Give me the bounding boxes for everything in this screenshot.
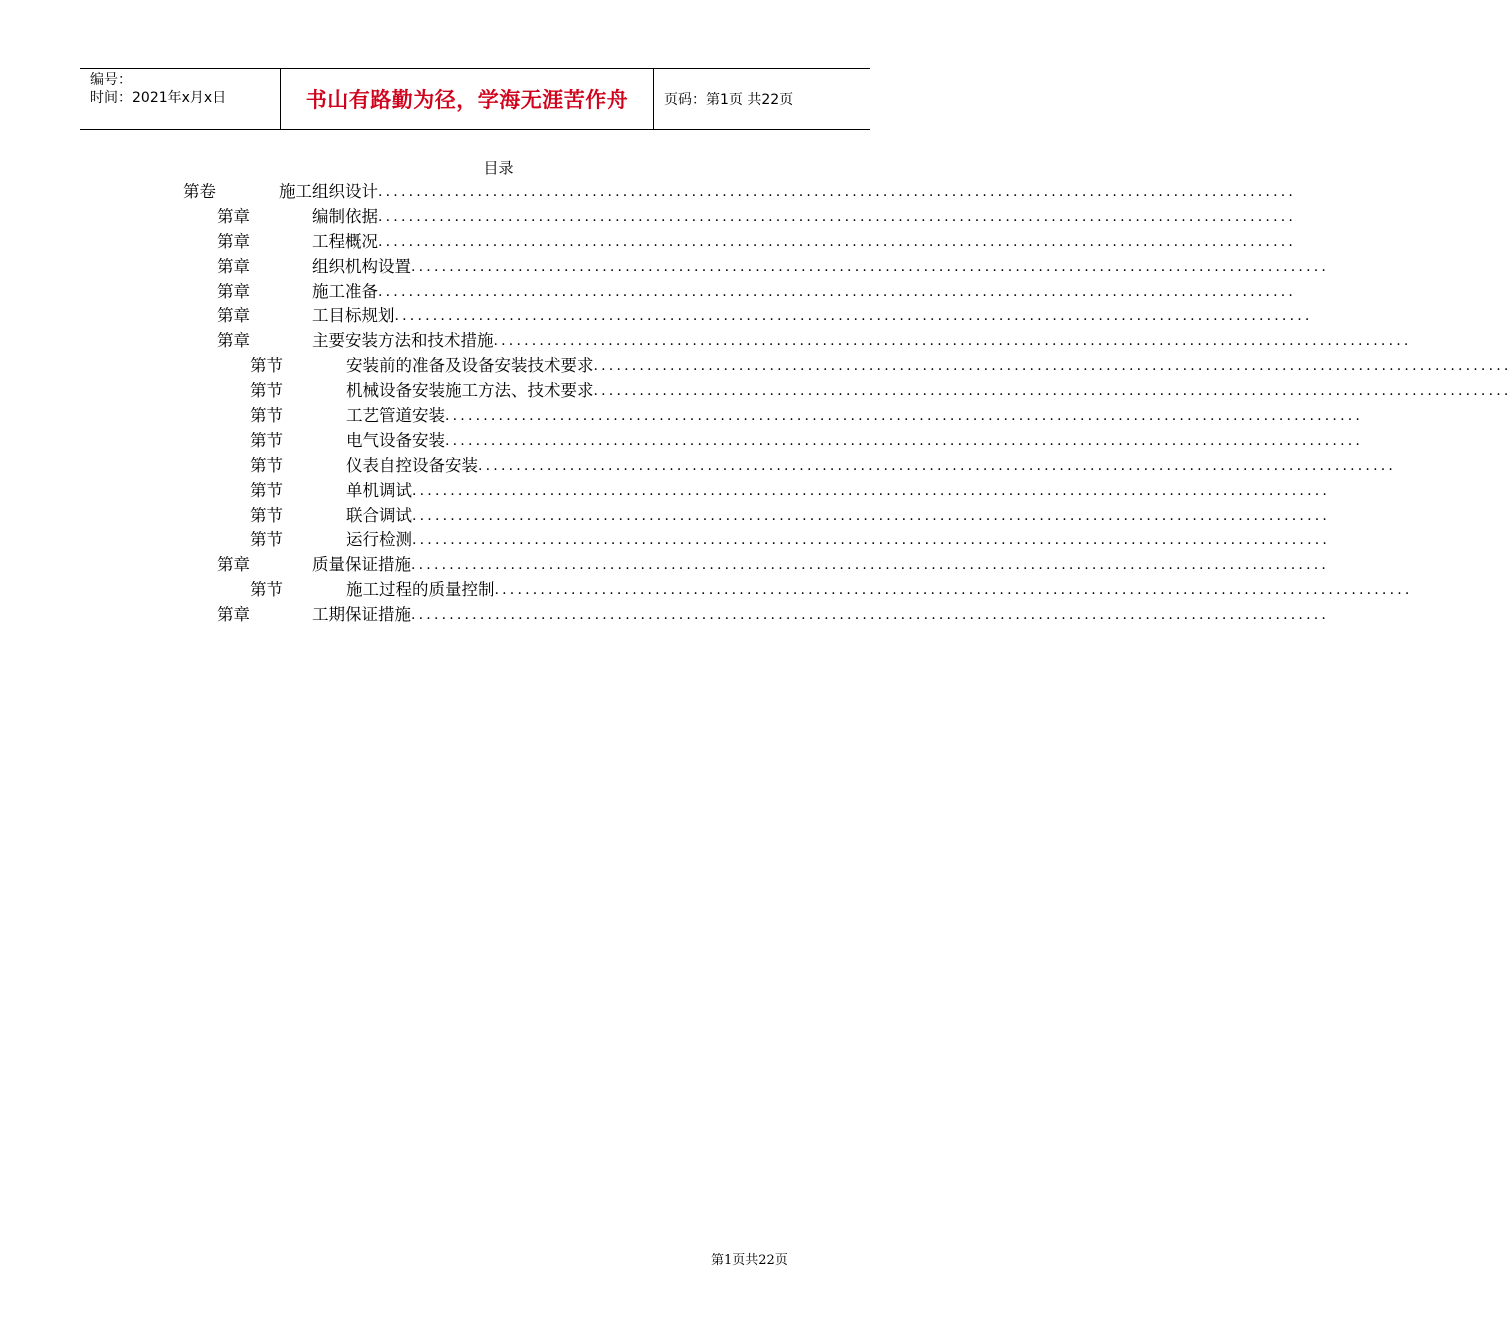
toc-dot-leader: ........................................................................................................................ bbox=[593, 383, 1512, 400]
toc-entry[interactable] bbox=[0, 578, 1413, 603]
toc-dot-leader: ........................................................................................................................ bbox=[378, 283, 1297, 300]
toc-entry[interactable] bbox=[0, 429, 1364, 454]
toc-title: 目录 bbox=[483, 159, 514, 177]
toc-entry-label: 第节 bbox=[250, 455, 283, 475]
toc-entry-title: 工艺管道安装 bbox=[346, 406, 445, 426]
toc-entry[interactable] bbox=[0, 479, 1331, 504]
toc-entry[interactable] bbox=[0, 255, 1330, 280]
toc-entry-line bbox=[312, 553, 1330, 578]
toc-entry-label: 第章 bbox=[217, 605, 250, 625]
toc-dot-leader: ........................................................................................................................ bbox=[412, 532, 1331, 549]
toc-entry-title: 工程概况 bbox=[312, 231, 378, 251]
toc-entry-line bbox=[346, 479, 1331, 504]
toc-dot-leader: ........................................................................................................................ bbox=[411, 607, 1330, 624]
toc-entry-label: 第章 bbox=[217, 555, 250, 575]
toc-entry-line bbox=[346, 379, 1512, 404]
toc-entry-title: 主要安装方法和技术措施 bbox=[312, 331, 494, 351]
toc-dot-leader: ........................................................................................................................ bbox=[493, 333, 1412, 350]
toc-entry[interactable] bbox=[0, 230, 1297, 255]
toc-entry-line bbox=[346, 578, 1413, 603]
toc-entry-label: 第节 bbox=[250, 406, 283, 426]
toc-entry-line bbox=[312, 304, 1313, 329]
toc-entry-label: 第节 bbox=[250, 356, 283, 376]
toc-entry-label: 第节 bbox=[250, 530, 283, 550]
toc-dot-leader: ........................................................................................................................ bbox=[445, 408, 1364, 425]
toc-entry[interactable] bbox=[0, 504, 1331, 529]
toc-entry-label: 第节 bbox=[250, 381, 283, 401]
toc-entry-title: 施工准备 bbox=[312, 281, 378, 301]
header-page-info: 页码：第1页 共22页 bbox=[664, 92, 794, 108]
toc-entry-line bbox=[346, 354, 1512, 379]
toc-entry-title: 组织机构设置 bbox=[312, 256, 411, 276]
toc-entry-title: 联合调试 bbox=[346, 505, 412, 525]
toc-entry-line bbox=[346, 504, 1331, 529]
toc-dot-leader: ........................................................................................................................ bbox=[411, 557, 1330, 574]
toc-entry[interactable] bbox=[0, 329, 1412, 354]
toc-entry[interactable] bbox=[0, 603, 1330, 628]
toc-dot-leader: ........................................................................................................................ bbox=[411, 258, 1330, 275]
toc-entry[interactable] bbox=[0, 528, 1331, 553]
toc-entry-line bbox=[346, 454, 1397, 479]
toc-entry-line bbox=[346, 429, 1364, 454]
toc-entry-line bbox=[312, 230, 1297, 255]
toc-dot-leader: ........................................................................................................................ bbox=[378, 208, 1297, 225]
toc-entry-line bbox=[312, 329, 1412, 354]
toc-entry-label: 第节 bbox=[250, 505, 283, 525]
toc-dot-leader: ........................................................................................................................ bbox=[394, 308, 1313, 325]
toc-entry-line bbox=[346, 528, 1331, 553]
toc-entry-label: 第章 bbox=[217, 331, 250, 351]
toc-entry-title: 机械设备安装施工方法、技术要求 bbox=[346, 381, 594, 401]
header-motto: 书山有路勤为径，学海无涯苦作舟 bbox=[281, 69, 654, 129]
toc-entry-title: 安装前的准备及设备安装技术要求 bbox=[346, 356, 594, 376]
toc-entry-label: 第节 bbox=[250, 480, 283, 500]
footer-page-number: 第1页共22页 bbox=[711, 1253, 788, 1268]
document-code-label: 编号： bbox=[90, 72, 132, 88]
toc-dot-leader: ........................................................................................................................ bbox=[412, 507, 1331, 524]
toc-entry-line bbox=[312, 255, 1330, 280]
document-header bbox=[80, 68, 870, 130]
toc-entry-title: 单机调试 bbox=[346, 480, 412, 500]
toc-entry-label: 第节 bbox=[250, 430, 283, 450]
toc-dot-leader: ........................................................................................................................ bbox=[412, 482, 1331, 499]
table-of-contents bbox=[0, 180, 1512, 628]
toc-entry[interactable] bbox=[0, 454, 1397, 479]
toc-entry-title: 施工过程的质量控制 bbox=[346, 580, 495, 600]
toc-entry-label: 第章 bbox=[217, 256, 250, 276]
toc-entry[interactable] bbox=[0, 304, 1313, 329]
toc-entry-label: 第节 bbox=[250, 580, 283, 600]
toc-entry-title: 质量保证措施 bbox=[312, 555, 411, 575]
toc-entry-title: 施工组织设计 bbox=[279, 182, 378, 201]
toc-entry-label: 第卷 bbox=[183, 182, 216, 201]
toc-entry-line bbox=[279, 180, 1297, 205]
toc-entry-label: 第章 bbox=[217, 206, 250, 226]
toc-entry-line bbox=[312, 603, 1330, 628]
toc-dot-leader: ........................................................................................................................ bbox=[378, 233, 1297, 250]
toc-entry-title: 编制依据 bbox=[312, 206, 378, 226]
toc-dot-leader: ........................................................................................................................ bbox=[378, 184, 1297, 200]
toc-entry-line bbox=[346, 404, 1364, 429]
toc-entry[interactable] bbox=[0, 379, 1512, 404]
toc-entry-label: 第章 bbox=[217, 281, 250, 301]
toc-entry[interactable] bbox=[0, 354, 1512, 379]
toc-entry-title: 运行检测 bbox=[346, 530, 412, 550]
toc-entry-title: 工期保证措施 bbox=[312, 605, 411, 625]
toc-entry-label: 第章 bbox=[217, 231, 250, 251]
toc-entry-line bbox=[312, 280, 1297, 305]
toc-entry[interactable] bbox=[0, 205, 1297, 230]
toc-dot-leader: ........................................................................................................................ bbox=[478, 457, 1397, 474]
toc-entry[interactable] bbox=[0, 180, 1297, 205]
toc-entry-title: 仪表自控设备安装 bbox=[346, 455, 478, 475]
toc-dot-leader: ........................................................................................................................ bbox=[445, 432, 1364, 449]
toc-entry-line bbox=[312, 205, 1297, 230]
toc-dot-leader: ........................................................................................................................ bbox=[593, 358, 1512, 375]
toc-entry-label: 第章 bbox=[217, 306, 250, 326]
header-meta bbox=[80, 69, 281, 129]
toc-entry[interactable] bbox=[0, 404, 1364, 429]
toc-entry[interactable] bbox=[0, 553, 1330, 578]
toc-entry-title: 电气设备安装 bbox=[346, 430, 445, 450]
toc-entry[interactable] bbox=[0, 280, 1297, 305]
document-time-label: 时间：2021年x月x日 bbox=[90, 90, 227, 106]
toc-entry-title: 工目标规划 bbox=[312, 306, 395, 326]
toc-dot-leader: ........................................................................................................................ bbox=[494, 582, 1413, 599]
